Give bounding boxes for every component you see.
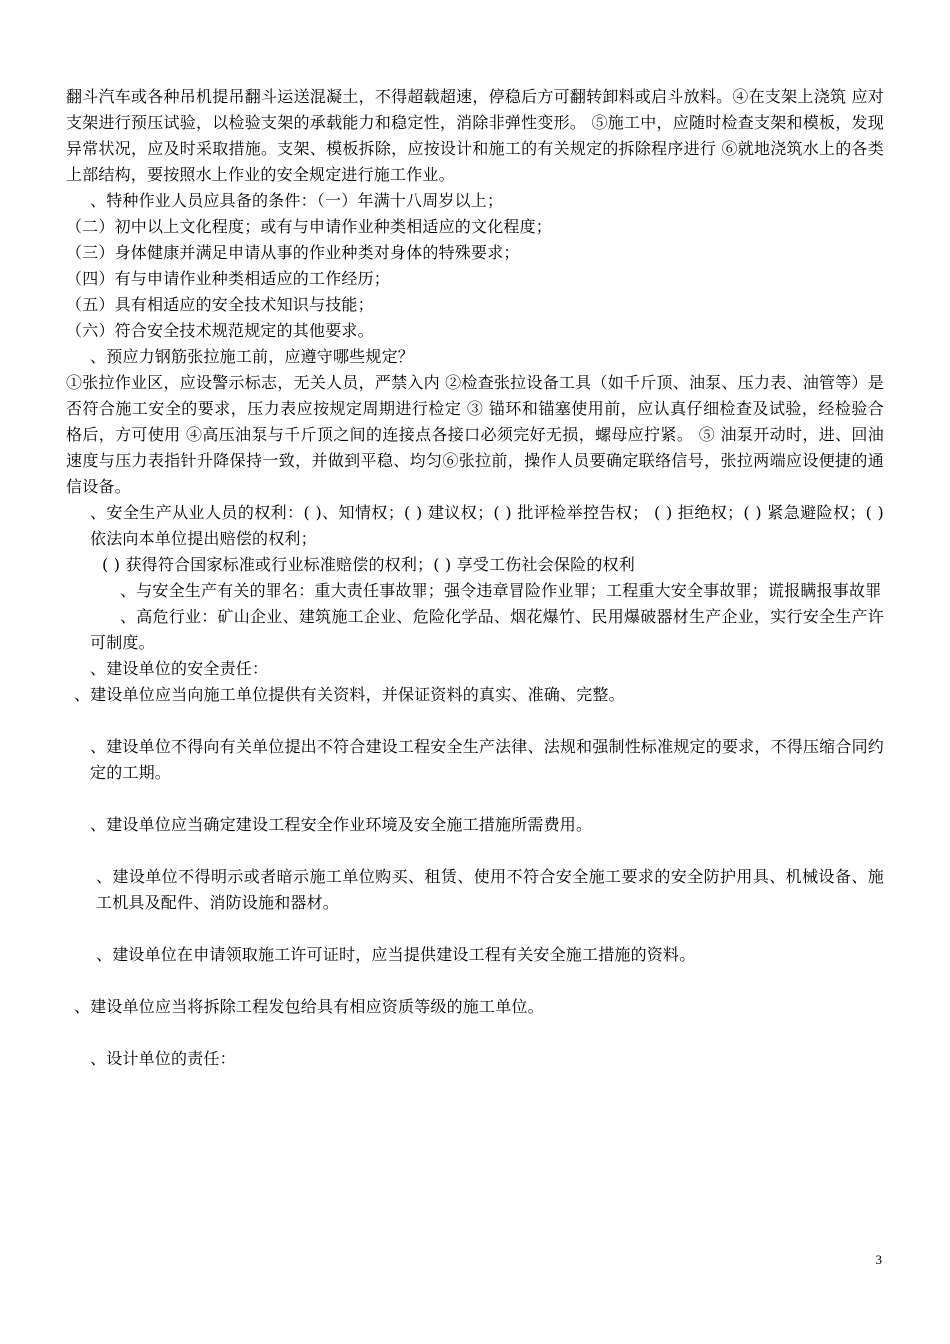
paragraph-builder-duty-6: 、建设单位应当将拆除工程发包给具有相应资质等级的施工单位。 <box>74 997 544 1016</box>
paragraph-builder-duties-heading: 、建设单位的安全责任： <box>90 659 269 678</box>
list-item-condition-3: （三）身体健康并满足申请从事的作业种类对身体的特殊要求； <box>66 243 520 262</box>
list-item-condition-2: （二）初中以上文化程度；或有与申请作业种类相适应的文化程度； <box>66 217 553 236</box>
list-item-condition-6: （六）符合安全技术规范规定的其他要求。 <box>66 321 374 340</box>
paragraph-builder-duty-1: 、建设单位应当向施工单位提供有关资料，并保证资料的真实、准确、完整。 <box>74 685 625 704</box>
paragraph-prestress-heading: 、预应力钢筋张拉施工前，应遵守哪些规定？ <box>90 347 415 366</box>
paragraph-crimes: 、与安全生产有关的罪名：重大责任事故罪；强令违章冒险作业罪；工程重大安全事故罪；谎报瞒报事故罪 <box>120 581 882 600</box>
paragraph-prestress-rules: ①张拉作业区，应设警示标志，无关人员，严禁入内 ②检查张拉设备工具（如千斤顶、油泵、压力表、油管等）是否符合施工安全的要求，压力表应按规定周期进行检定 ③ 锚环和锚塞使用前，应认真仔细检查及试验，经检验合格后，方可使用 ④高压油泵与千斤顶之间的连接点各接口必须完好无损，螺母应拧紧。 ⑤ 油泵开动时，进、回油速度与压力表指针升降保持一致，并做到平稳、均匀⑥张拉前，操作人员要确定联络信号，张拉两端应设便捷的通信设备。 <box>66 373 884 496</box>
document-body <box>66 84 884 1072</box>
paragraph-worker-rights-cont: ( ) 获得符合国家标准或行业标准赔偿的权利；( ) 享受工伤社会保险的权利 <box>102 555 635 574</box>
paragraph-builder-duty-4: 、建设单位不得明示或者暗示施工单位购买、租赁、使用不符合安全施工要求的安全防护用具、机械设备、施工机具及配件、消防设施和器材。 <box>96 867 884 912</box>
paragraph-concrete-safety: 翻斗汽车或各种吊机提吊翻斗运送混凝土，不得超载超速，停稳后方可翻转卸料或启斗放料。④在支架上浇筑 应对支架进行预压试验，以检验支架的承载能力和稳定性，消除非弹性变形。 ⑤施工中，应随时检查支架和模板，发现异常状况，应及时采取措施。支架、模板拆除，应按设计和施工的有关规定的拆除程序进行 ⑥就地浇筑水上的各类上部结构，要按照水上作业的安全规定进行施工作业。 <box>66 87 884 184</box>
paragraph-worker-rights: 、安全生产从业人员的权利：( )、知情权；( ) 建议权；( ) 批评检举控告权； ( ) 拒绝权；( ) 紧急避险权；( ) 依法向本单位提出赔偿的权利； <box>90 503 884 548</box>
paragraph-special-workers-heading: 、特种作业人员应具备的条件：（一）年满十八周岁以上； <box>90 191 504 210</box>
paragraph-builder-duty-5: 、建设单位在申请领取施工许可证时，应当提供建设工程有关安全施工措施的资料。 <box>96 945 696 964</box>
list-item-condition-4: （四）有与申请作业种类相适应的工作经历； <box>66 269 391 288</box>
page-number: 3 <box>875 1252 882 1267</box>
paragraph-designer-duties-heading: 、设计单位的责任： <box>90 1049 236 1068</box>
paragraph-builder-duty-2: 、建设单位不得向有关单位提出不符合建设工程安全生产法律、法规和强制性标准规定的要求，不得压缩合同约定的工期。 <box>90 737 884 782</box>
list-item-condition-5: （五）具有相适应的安全技术知识与技能； <box>66 295 374 314</box>
paragraph-builder-duty-3: 、建设单位应当确定建设工程安全作业环境及安全施工措施所需费用。 <box>90 815 593 834</box>
paragraph-high-risk: 、高危行业：矿山企业、建筑施工企业、危险化学品、烟花爆竹、民用爆破器材生产企业，实行安全生产许可制度。 <box>90 607 884 652</box>
